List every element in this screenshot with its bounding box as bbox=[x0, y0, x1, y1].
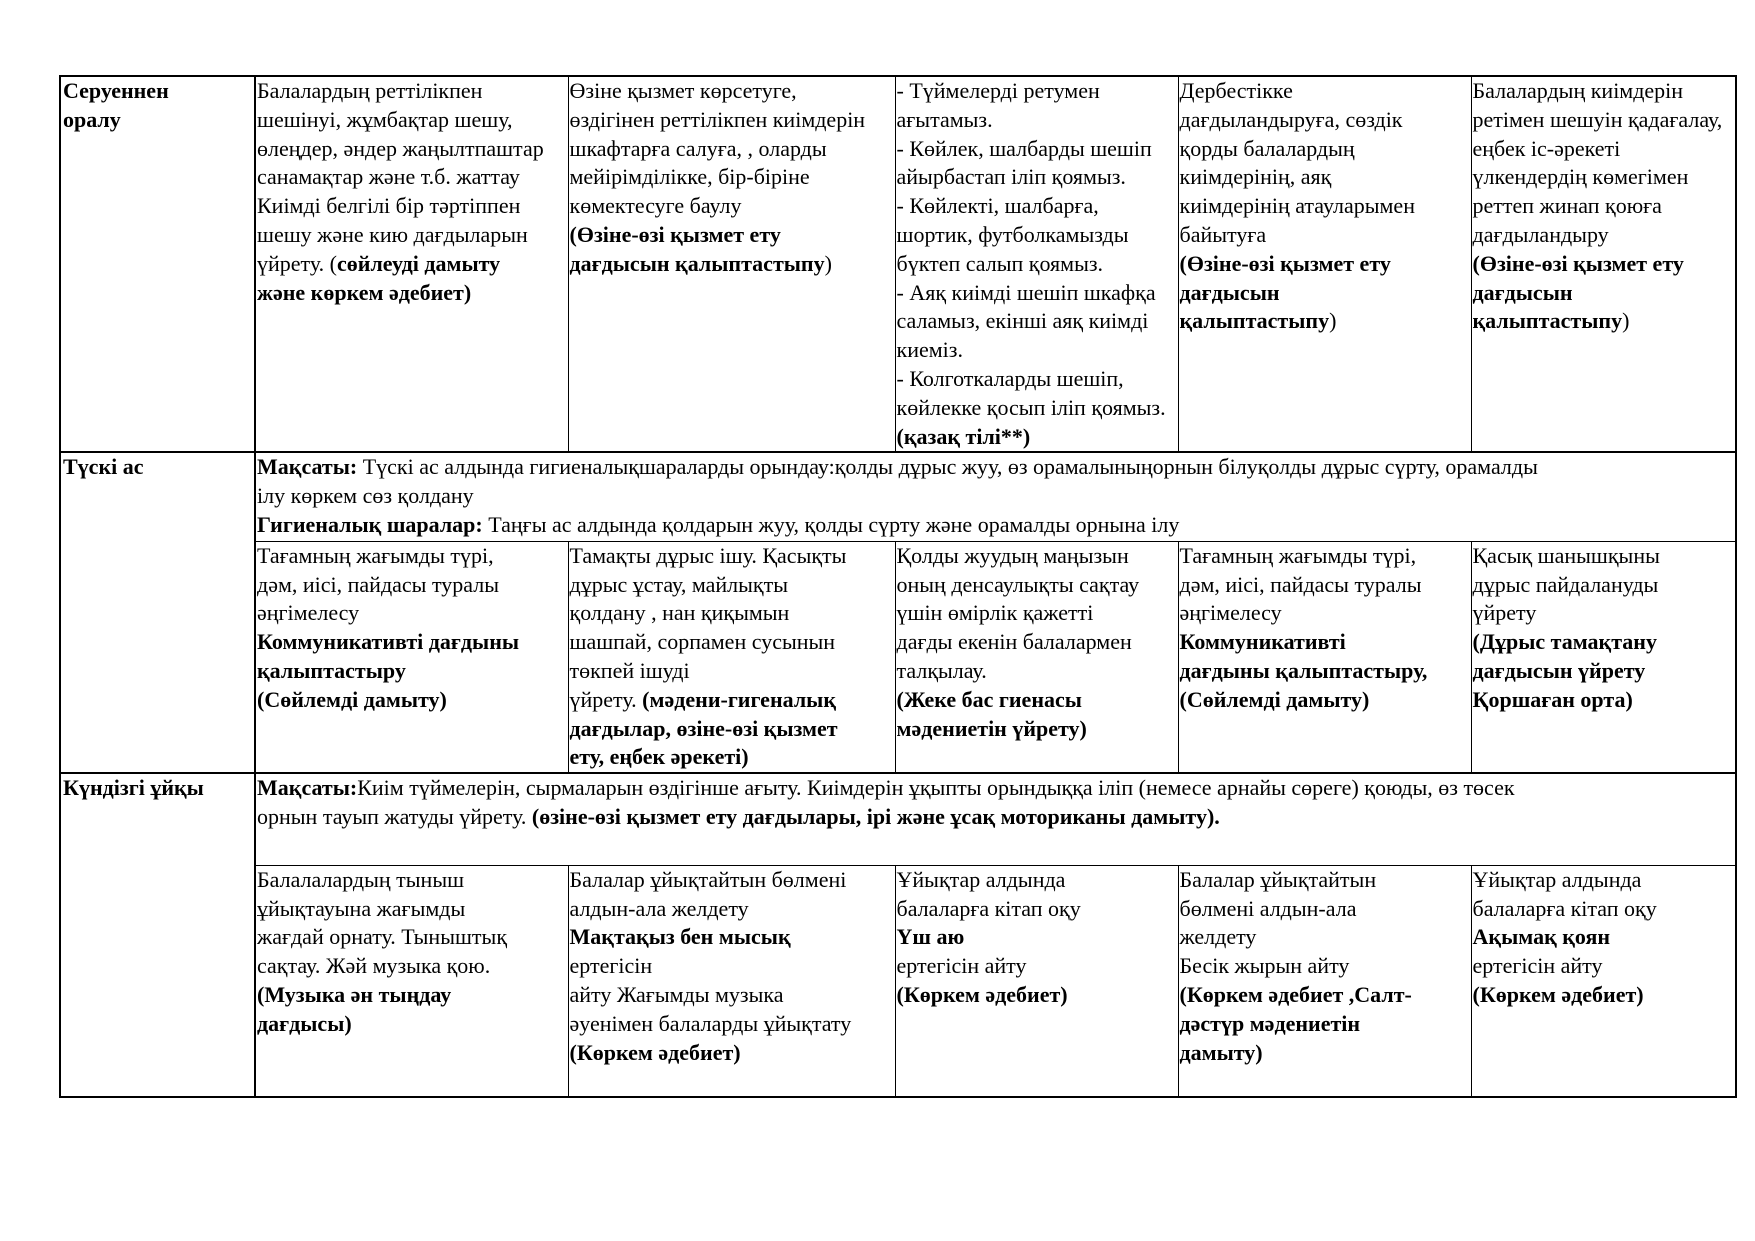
bold-text: мәдениетін үйрету) bbox=[896, 715, 1087, 741]
row-lunch-days bbox=[60, 541, 1736, 773]
text-line bbox=[1180, 923, 1471, 952]
text: оның денсаулықты сақтау bbox=[896, 571, 1140, 597]
text: өздігінен реттілікпен киімдерін bbox=[569, 106, 866, 132]
text: шешінуі, жұмбақтар шешу, bbox=[257, 106, 513, 132]
text: санамақтар және т.б. жаттау bbox=[257, 164, 520, 190]
text-line bbox=[897, 981, 1178, 1010]
text-line bbox=[897, 279, 1178, 308]
bold-text: Мақсаты: bbox=[257, 775, 358, 801]
text: ) bbox=[824, 250, 832, 276]
text-line bbox=[1473, 571, 1736, 600]
bold-text: қалыптастыру bbox=[257, 658, 406, 684]
text: Дербестікке bbox=[1179, 78, 1293, 103]
text: - Көйлекті, шалбарға, bbox=[896, 193, 1099, 219]
text: дұрыс пайдалануды bbox=[1472, 571, 1659, 597]
bold-text: (Жеке бас гиенасы bbox=[896, 686, 1082, 712]
bold-text: және көркем әдебиет) bbox=[257, 279, 472, 305]
bold-text: (Өзіне-өзі қызмет ету bbox=[1179, 250, 1391, 276]
text-line bbox=[1180, 250, 1471, 279]
text-line bbox=[897, 542, 1178, 571]
text-line bbox=[897, 394, 1178, 423]
text-line bbox=[1473, 866, 1736, 895]
text-line bbox=[1180, 628, 1471, 657]
text-line bbox=[1180, 77, 1471, 106]
text-line bbox=[1180, 981, 1471, 1010]
text-line bbox=[570, 923, 895, 952]
text-line bbox=[1473, 599, 1736, 628]
text-line bbox=[257, 77, 568, 106]
label-line: Күндізгі ұйқы bbox=[63, 775, 204, 801]
bold-text: дағдысын bbox=[1472, 279, 1573, 305]
text-line bbox=[897, 250, 1178, 279]
bold-text: дағдысын қалыптастыпу bbox=[569, 250, 825, 276]
text: әңгімелесу bbox=[257, 600, 360, 626]
text-line bbox=[570, 250, 895, 279]
text-line bbox=[257, 482, 1735, 511]
text-line bbox=[1180, 542, 1471, 571]
text-line bbox=[570, 657, 895, 686]
text: Тамақты дұрыс ішу. Қасықты bbox=[569, 542, 847, 568]
text-line bbox=[257, 599, 568, 628]
bold-text: (Көркем әдебиет) bbox=[1472, 982, 1644, 1008]
text-line bbox=[570, 221, 895, 250]
text-line bbox=[570, 686, 895, 715]
bold-text: (мәдени-гигеналық bbox=[642, 686, 837, 712]
text: Балалар ұйықтайтын бөлмені bbox=[569, 866, 847, 892]
text-line bbox=[257, 952, 568, 981]
text: дәм, иісі, пайдасы туралы bbox=[1179, 571, 1422, 597]
day-cell bbox=[1471, 541, 1736, 773]
text: саламыз, екінші аяқ киімді bbox=[896, 308, 1149, 334]
text-line bbox=[257, 135, 568, 164]
text-line bbox=[257, 571, 568, 600]
text-line bbox=[570, 866, 895, 895]
text-line bbox=[257, 163, 568, 192]
text: Балалар ұйықтайтын bbox=[1179, 866, 1377, 892]
day-cell bbox=[1178, 865, 1471, 1097]
text-line bbox=[1473, 923, 1736, 952]
text-line bbox=[1473, 628, 1736, 657]
text: шашпай, сорпамен сусынын bbox=[569, 629, 836, 655]
bold-text: дағдысын үйрету bbox=[1472, 658, 1646, 684]
text-line bbox=[1473, 106, 1736, 135]
text: үшін өмірлік қажетті bbox=[896, 600, 1094, 626]
text: еңбек іс-әрекеті bbox=[1472, 135, 1621, 161]
text: байытуға bbox=[1179, 221, 1267, 247]
text-line bbox=[897, 77, 1178, 106]
text-line bbox=[1473, 657, 1736, 686]
text-line bbox=[257, 192, 568, 221]
row-nap-goal bbox=[60, 773, 1736, 865]
text: жағдай орнату. Тыныштық bbox=[257, 924, 508, 950]
text-line bbox=[1473, 952, 1736, 981]
text-line bbox=[257, 866, 568, 895]
text-line bbox=[570, 599, 895, 628]
label-line: оралу bbox=[63, 106, 121, 132]
text: үйрету bbox=[1472, 600, 1537, 626]
text: дағдыландыру bbox=[1472, 221, 1609, 247]
text-line bbox=[257, 279, 568, 308]
text: айту Жағымды музыка bbox=[569, 982, 784, 1008]
row-label bbox=[60, 76, 255, 452]
bold-text: Үш аю bbox=[896, 924, 965, 950]
bold-text: сөйлеуді дамыту bbox=[337, 250, 501, 276]
text: балаларға кітап оқу bbox=[1472, 895, 1657, 921]
text: Ұйықтар алдында bbox=[1472, 866, 1642, 892]
text-line bbox=[257, 895, 568, 924]
text: Өзіне қызмет көрсетуге, bbox=[569, 78, 797, 103]
text: шешу және кию дағдыларын bbox=[257, 221, 528, 247]
day-cell bbox=[255, 865, 568, 1097]
text-line bbox=[570, 106, 895, 135]
text: Тағамның жағымды түрі, bbox=[1179, 542, 1417, 568]
text: үйрету. ( bbox=[257, 250, 337, 276]
text-line bbox=[570, 192, 895, 221]
text-line bbox=[1473, 250, 1736, 279]
text: дұрыс ұстау, майлықты bbox=[569, 571, 788, 597]
text-line bbox=[1473, 192, 1736, 221]
text-line bbox=[257, 542, 568, 571]
text-line bbox=[257, 657, 568, 686]
text-line bbox=[570, 895, 895, 924]
text-line bbox=[897, 895, 1178, 924]
schedule-table bbox=[59, 75, 1737, 1098]
text-line bbox=[1473, 981, 1736, 1010]
day-cell bbox=[1178, 541, 1471, 773]
text: төкпей ішуді bbox=[569, 658, 690, 684]
text-line bbox=[897, 106, 1178, 135]
bold-text: Коммуникативті bbox=[1179, 629, 1346, 655]
text-line bbox=[1180, 866, 1471, 895]
text-line bbox=[570, 77, 895, 106]
text-line bbox=[897, 571, 1178, 600]
text: әңгімелесу bbox=[1179, 600, 1282, 626]
day-cell bbox=[895, 541, 1178, 773]
text: әуенімен балаларды ұйықтату bbox=[569, 1010, 852, 1036]
text-line bbox=[257, 106, 568, 135]
text-line bbox=[570, 743, 895, 772]
text: ағытамыз. bbox=[896, 106, 993, 132]
text: ретімен шешуін қадағалау, bbox=[1472, 106, 1723, 132]
label-line: Түскі ас bbox=[63, 454, 144, 480]
text: - Көйлек, шалбарды шешіп bbox=[896, 135, 1152, 161]
text-line bbox=[897, 866, 1178, 895]
text-line bbox=[257, 923, 568, 952]
text: Тағамның жағымды түрі, bbox=[257, 542, 494, 568]
text: - Колготкаларды шешіп, bbox=[896, 365, 1124, 391]
text-line bbox=[897, 163, 1178, 192]
text-line bbox=[257, 1010, 568, 1039]
text: киеміз. bbox=[896, 337, 963, 363]
text-line bbox=[1180, 895, 1471, 924]
text: ) bbox=[1329, 308, 1337, 334]
text-line bbox=[1473, 307, 1736, 336]
text-line bbox=[897, 923, 1178, 952]
text-line bbox=[570, 715, 895, 744]
text: Қолды жуудың маңызын bbox=[896, 542, 1129, 568]
text: дағдыландыруға, сөздік bbox=[1179, 106, 1403, 132]
text-line bbox=[1180, 599, 1471, 628]
text: Таңғы ас алдында қолдарын жуу, қолды сүрту және орамалды орнына ілу bbox=[482, 511, 1180, 537]
day-cell bbox=[895, 76, 1178, 452]
text-line bbox=[1180, 1039, 1471, 1068]
text-line bbox=[897, 715, 1178, 744]
bold-text: (қазақ тілі**) bbox=[896, 423, 1031, 449]
bold-text: (Өзіне-өзі қызмет ету bbox=[1472, 250, 1684, 276]
text-line bbox=[897, 657, 1178, 686]
text-line bbox=[1180, 657, 1471, 686]
text-line bbox=[1180, 163, 1471, 192]
text-line bbox=[257, 453, 1735, 482]
text-line bbox=[897, 221, 1178, 250]
bold-text: дағдылар, өзіне-өзі қызмет bbox=[569, 715, 838, 741]
text-line bbox=[257, 250, 568, 279]
text: Балалалардың тыныш bbox=[257, 866, 465, 892]
text-line bbox=[1473, 542, 1736, 571]
text: көйлекке қосып іліп қоямыз. bbox=[896, 394, 1166, 420]
text-line bbox=[1180, 307, 1471, 336]
row-return-from-walk bbox=[60, 76, 1736, 452]
text-line bbox=[1473, 77, 1736, 106]
bold-text: дағдысын bbox=[1179, 279, 1280, 305]
goal-cell bbox=[255, 452, 1736, 541]
text-line bbox=[570, 1039, 895, 1068]
day-cell bbox=[895, 865, 1178, 1097]
text: Бесік жырын айту bbox=[1179, 953, 1350, 979]
row-label bbox=[60, 452, 255, 773]
text-line bbox=[1180, 279, 1471, 308]
bold-text: (Сөйлемді дамыту) bbox=[1179, 686, 1370, 712]
bold-text: (Музыка ән тыңдау bbox=[257, 982, 452, 1008]
label-line: Серуеннен bbox=[63, 78, 169, 103]
text-line bbox=[1180, 571, 1471, 600]
text-line bbox=[897, 336, 1178, 365]
row-label bbox=[60, 773, 255, 1097]
text: реттеп жинап қоюға bbox=[1472, 193, 1662, 219]
text: киімдерінің атауларымен bbox=[1179, 193, 1415, 219]
text: ұйықтауына жағымды bbox=[257, 895, 466, 921]
text-line bbox=[257, 511, 1735, 540]
text: бөлмені алдын-ала bbox=[1179, 895, 1357, 921]
bold-text: (өзіне-өзі қызмет ету дағдылары, ірі және ұсақ моториканы дамыту). bbox=[531, 804, 1220, 830]
day-cell bbox=[255, 541, 568, 773]
text: ) bbox=[1622, 308, 1630, 334]
text: Қасық шанышқыны bbox=[1472, 542, 1660, 568]
bold-text: дамыту) bbox=[1179, 1039, 1263, 1065]
text: өлеңдер, әндер жаңылтпаштар bbox=[257, 135, 544, 161]
text-line bbox=[570, 1010, 895, 1039]
bold-text: қалыптастыпу bbox=[1472, 308, 1623, 334]
text: балаларға кітап оқу bbox=[896, 895, 1081, 921]
text-line bbox=[570, 135, 895, 164]
bold-text: (Дұрыс тамақтану bbox=[1472, 629, 1657, 655]
text: дәм, иісі, пайдасы туралы bbox=[257, 571, 499, 597]
text-line bbox=[1180, 1010, 1471, 1039]
text-line bbox=[897, 952, 1178, 981]
bold-text: Ақымақ қоян bbox=[1472, 924, 1611, 950]
text: қорды балалардың bbox=[1179, 135, 1355, 161]
text: сақтау. Жәй музыка қою. bbox=[257, 953, 491, 979]
text: мейірімділікке, бір-біріне bbox=[569, 164, 810, 190]
row-lunch-goal bbox=[60, 452, 1736, 541]
text: Киімді белгілі бір тәртіппен bbox=[257, 193, 521, 219]
bold-text: ету, еңбек әрекеті) bbox=[569, 744, 749, 770]
text-line bbox=[897, 599, 1178, 628]
text-line bbox=[1473, 135, 1736, 164]
text-line bbox=[570, 981, 895, 1010]
text-line bbox=[1473, 221, 1736, 250]
text: ертегісін bbox=[569, 953, 653, 979]
text-line bbox=[257, 628, 568, 657]
text-line bbox=[570, 571, 895, 600]
text: көмектесуге баулу bbox=[569, 193, 742, 219]
text-line bbox=[257, 686, 568, 715]
text-line bbox=[1473, 279, 1736, 308]
text-line bbox=[897, 135, 1178, 164]
text: талқылау. bbox=[896, 658, 987, 684]
bold-text: дағдысы) bbox=[257, 1010, 352, 1036]
text-line bbox=[570, 952, 895, 981]
text: қолдану , нан қиқымын bbox=[569, 600, 790, 626]
text-line bbox=[570, 163, 895, 192]
text: киімдерінің, аяқ bbox=[1179, 164, 1332, 190]
text-line bbox=[257, 774, 1735, 803]
text-line bbox=[257, 221, 568, 250]
bold-text: Коммуникативті дағдыны bbox=[257, 629, 520, 655]
text: - Түймелерді ретумен bbox=[896, 78, 1100, 103]
text: орнын тауып жатуды үйрету. bbox=[257, 804, 532, 830]
bold-text: Қоршаған орта) bbox=[1472, 686, 1633, 712]
text: шортик, футболкамызды bbox=[896, 221, 1129, 247]
goal-cell bbox=[255, 773, 1736, 865]
day-cell bbox=[1471, 76, 1736, 452]
row-nap-days bbox=[60, 865, 1736, 1097]
text: үйрету. bbox=[569, 686, 643, 712]
bold-text: (Сөйлемді дамыту) bbox=[257, 686, 447, 712]
text: - Аяқ киімді шешіп шкафқа bbox=[896, 279, 1156, 305]
bold-text: (Көркем әдебиет) bbox=[896, 982, 1068, 1008]
text: ілу көркем сөз қолдану bbox=[257, 483, 474, 509]
text: Киім түймелерін, сырмаларын өздігінше ағыту. Киімдерін ұқыпты орындыққа іліп (немесе арнайы сөреге) қоюды, өз төсек bbox=[357, 775, 1515, 801]
text-line bbox=[1473, 686, 1736, 715]
bold-text: (Көркем әдебиет ,Салт- bbox=[1179, 982, 1412, 1008]
bold-text: Мақтақыз бен мысық bbox=[569, 924, 791, 950]
day-cell bbox=[1178, 76, 1471, 452]
text-line bbox=[897, 192, 1178, 221]
text: дағды екенін балалармен bbox=[896, 629, 1132, 655]
bold-text: Мақсаты: bbox=[257, 454, 358, 480]
text-line bbox=[1473, 895, 1736, 924]
text: шкафтарға салуға, , оларды bbox=[569, 135, 827, 161]
text-line bbox=[897, 628, 1178, 657]
text-line bbox=[1180, 686, 1471, 715]
bold-text: (Өзіне-өзі қызмет ету bbox=[569, 221, 781, 247]
day-cell bbox=[255, 76, 568, 452]
day-cell bbox=[568, 76, 895, 452]
text-line bbox=[570, 542, 895, 571]
text: Түскі ас алдында гигиеналықшараларды орындау:қолды дұрыс жуу, өз орамалыныңорнын білуқолды дұрыс сүрту, орамалды bbox=[357, 454, 1538, 480]
bold-text: қалыптастыпу bbox=[1179, 308, 1330, 334]
text-line bbox=[897, 365, 1178, 394]
text: бүктеп салып қоямыз. bbox=[896, 250, 1104, 276]
text-line bbox=[257, 803, 1735, 832]
text-line bbox=[1180, 192, 1471, 221]
text-line bbox=[897, 686, 1178, 715]
text-line bbox=[1473, 163, 1736, 192]
text: алдын-ала желдету bbox=[569, 895, 749, 921]
text: Ұйықтар алдында bbox=[896, 866, 1066, 892]
day-cell bbox=[568, 865, 895, 1097]
text-line bbox=[1180, 221, 1471, 250]
text: айырбастап іліп қоямыз. bbox=[896, 164, 1126, 190]
text-line bbox=[257, 981, 568, 1010]
text-line bbox=[570, 628, 895, 657]
text: үлкендердің көмегімен bbox=[1472, 164, 1689, 190]
day-cell bbox=[1471, 865, 1736, 1097]
text: ертегісін айту bbox=[1472, 953, 1603, 979]
text-line bbox=[897, 423, 1178, 452]
text-line bbox=[1180, 106, 1471, 135]
text-line bbox=[897, 307, 1178, 336]
bold-text: Гигиеналық шаралар: bbox=[257, 511, 483, 537]
text-line bbox=[1180, 135, 1471, 164]
day-cell bbox=[568, 541, 895, 773]
text: желдету bbox=[1179, 924, 1257, 950]
text: ертегісін айту bbox=[896, 953, 1027, 979]
text: Балалардың киімдерін bbox=[1472, 78, 1684, 103]
bold-text: дағдыны қалыптастыру, bbox=[1179, 658, 1428, 684]
text-line bbox=[1180, 952, 1471, 981]
bold-text: (Көркем әдебиет) bbox=[569, 1039, 741, 1065]
text: Балалардың реттілікпен bbox=[257, 78, 483, 103]
bold-text: дәстүр мәдениетін bbox=[1179, 1010, 1361, 1036]
